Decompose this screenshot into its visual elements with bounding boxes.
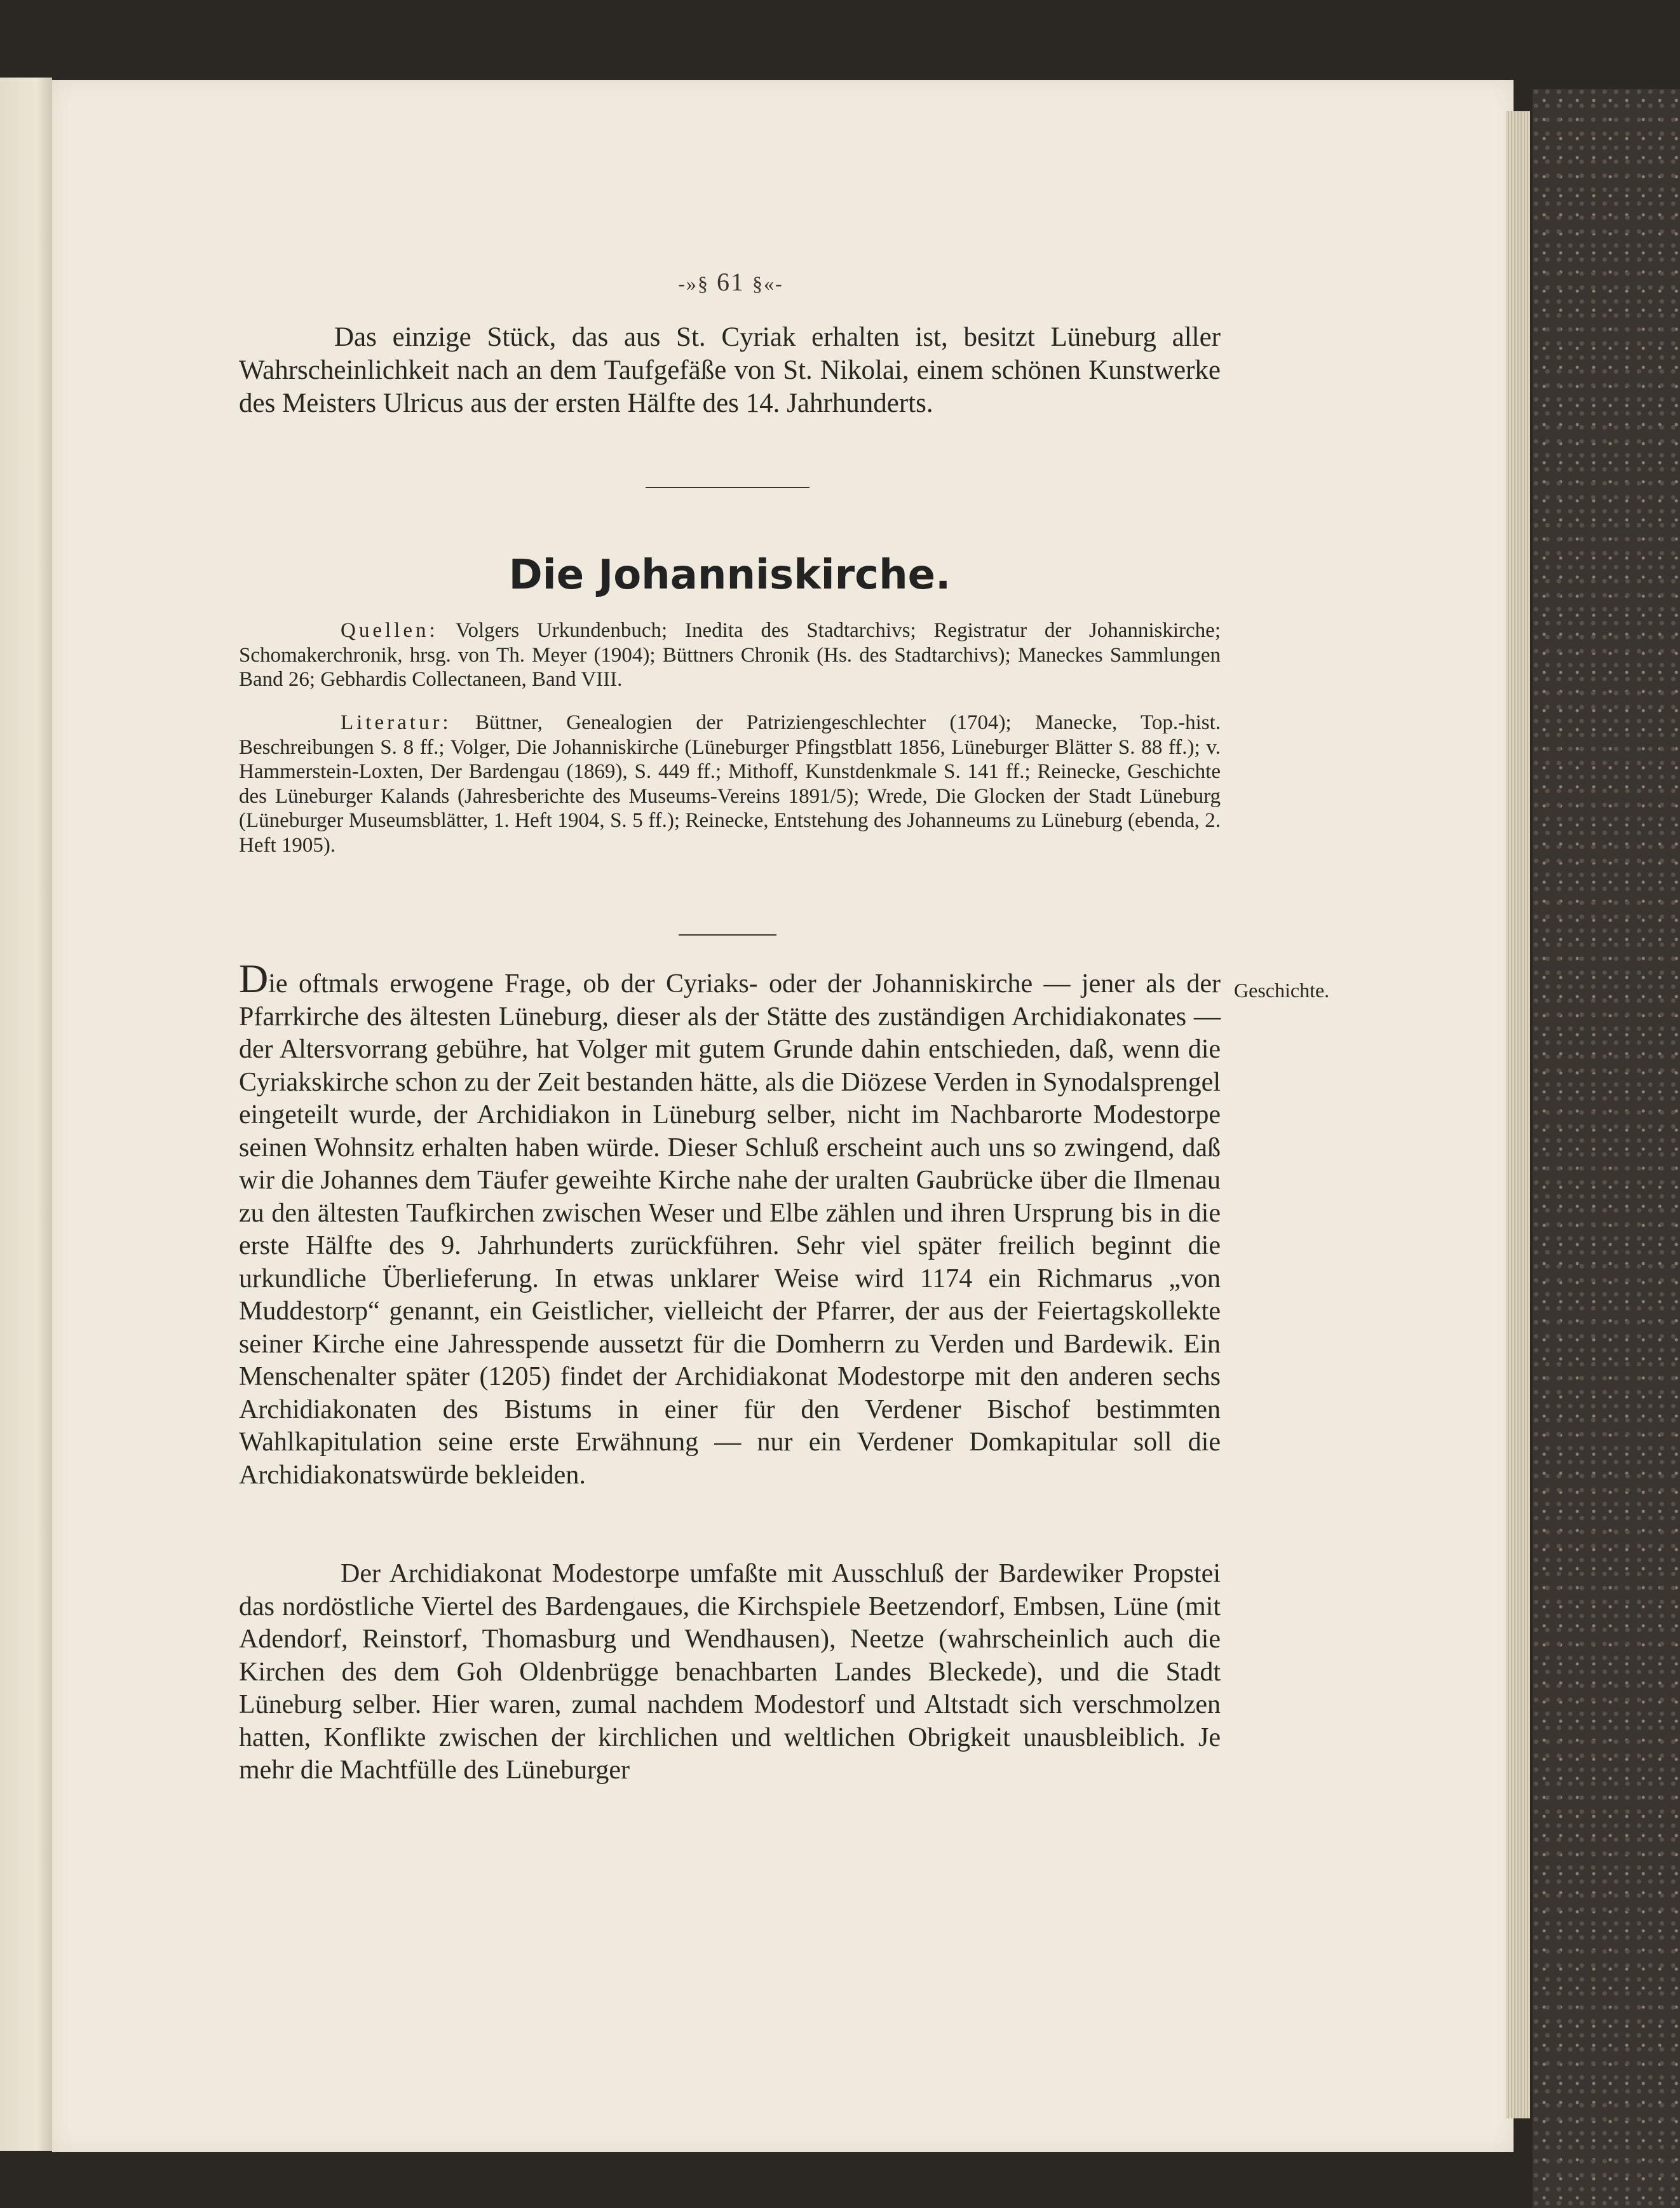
main-paragraph-2: Der Archidiakonat Modestorpe umfaßte mit Ausschluß der Bardewiker Propstei das nordöstliche Viertel des Bardengaues, die Kirchspiele Beetzendorf, Embsen, Lüne (mit Adendorf, Reinstorf, Thomasburg und Wendhausen), Neetze (wahrscheinlich auch die Kirchen des dem Goh Oldenbrügge benachbarten Landes Bleckede), und die Stadt Lüneburg selber. Hier waren, zumal nachdem Modestorf und Altstadt sich verschmolzen hatten, Konflikte zwischen der kirchlichen und weltlichen Obrigkeit unausbleiblich. Je mehr die Machtfülle des Lüneburger — [239, 1559, 1221, 1785]
section-divider — [646, 487, 810, 488]
page-number-line — [654, 267, 807, 297]
sources-label: Quellen: — [341, 619, 438, 642]
ornament-right-icon: §«- — [752, 272, 783, 295]
literature-text: Büttner, Genealogien der Patriziengeschlechter (1704); Manecke, Top.-hist. Beschreibungen S. 8 ff.; Volger, Die Johanniskirche (Lüneburger Pfingstblatt 1856, Lüneburger Blätter S. 88 ff.); v. Hammerstein-Loxten, Der Bardengau (1869), S. 449 ff.; Mithoff, Kunstdenkmale S. 141 ff.; Reinecke, Geschichte des Lüneburger Kalands (Jahresberichte des Museums-Vereins 1891/5); Wrede, Die Glocken der Stadt Lüneburg (Lüneburger Museumsblätter, 1. Heft 1904, S. 5 ff.); Reinecke, Entstehung des Johanneums zu Lüneburg (ebenda, 2. Heft 1905). — [239, 711, 1221, 857]
ornament-left-icon: -»§ — [678, 272, 709, 295]
page-number: 61 — [717, 268, 745, 296]
section-heading: Die Johanniskirche. — [508, 552, 951, 599]
intro-paragraph: Das einzige Stück, das aus St. Cyriak erhalten ist, besitzt Lüneburg aller Wahrscheinlichkeit nach an dem Taufgefäße von St. Nikolai, einem schönen Kunstwerke des Meisters Ulricus aus der ersten Hälfte des 14. Jahrhunderts. — [239, 322, 1221, 418]
page-stack-edge — [1506, 111, 1530, 2118]
sources-text: Volgers Urkundenbuch; Inedita des Stadtarchivs; Registratur der Johanniskirche; Schomakerchronik, hrsg. von Th. Meyer (1904); Büttners Chronik (Hs. des Stadtarchivs); Maneckes Sammlungen Band 26; Gebhardis Collectaneen, Band VIII. — [239, 619, 1221, 692]
literature-label: Literatur: — [341, 711, 452, 734]
sources-paragraph — [239, 618, 1221, 692]
main-paragraph-1 — [239, 956, 1221, 1492]
drop-cap: D — [239, 956, 269, 1001]
literature-paragraph — [239, 711, 1221, 858]
bibliography-divider — [679, 934, 776, 936]
margin-note: Geschichte. — [1234, 979, 1330, 1002]
main-paragraph-1-text: ie oftmals erwogene Frage, ob der Cyriaks- oder der Johanniskirche — jener als der Pfarrkirche des ältesten Lüneburg, dieser als der Stätte des zuständigen Archidiakonates — der Altersvorrang gebühre, hat Volger mit gutem Grunde dahin entschieden, daß, wenn die Cyriakskirche schon zu der Zeit bestanden hätte, als die Diözese Verden in Synodalsprengel eingeteilt wurde, der Archidiakon in Lüneburg selber, nicht im Nachbarorte Modestorpe seinen Wohnsitz erhalten haben würde. Dieser Schluß erscheint auch uns so zwingend, daß wir die Johannes dem Täufer geweihte Kirche nahe der uralten Gaubrücke über die Ilmenau zu den ältesten Taufkirchen zwischen Weser und Elbe zählen und ihren Ursprung bis in die erste Hälfte des 9. Jahrhunderts zurückführen. Sehr viel später freilich beginnt die urkundliche Überlieferung. In etwas unklarer Weise wird 1174 ein Richmarus „von Muddestorp“ genannt, ein Geistlicher, vielleicht der Pfarrer, der aus der Feiertagskollekte seiner Kirche eine Jahresspende aussetzt für die Domherrn zu Verden und Bardewik. Ein Menschenalter später (1205) findet der Archidiakonat Modestorpe mit den anderen sechs Archidiakonaten des Bistums in einer für den Verdener Bischof bestimmten Wahlkapitulation seine erste Erwähnung — nur ein Verdener Domkapitular soll die Archidiakonatswürde bekleiden. — [239, 969, 1221, 1490]
facing-page-edge — [0, 78, 52, 2151]
book-cover — [1533, 89, 1680, 2208]
